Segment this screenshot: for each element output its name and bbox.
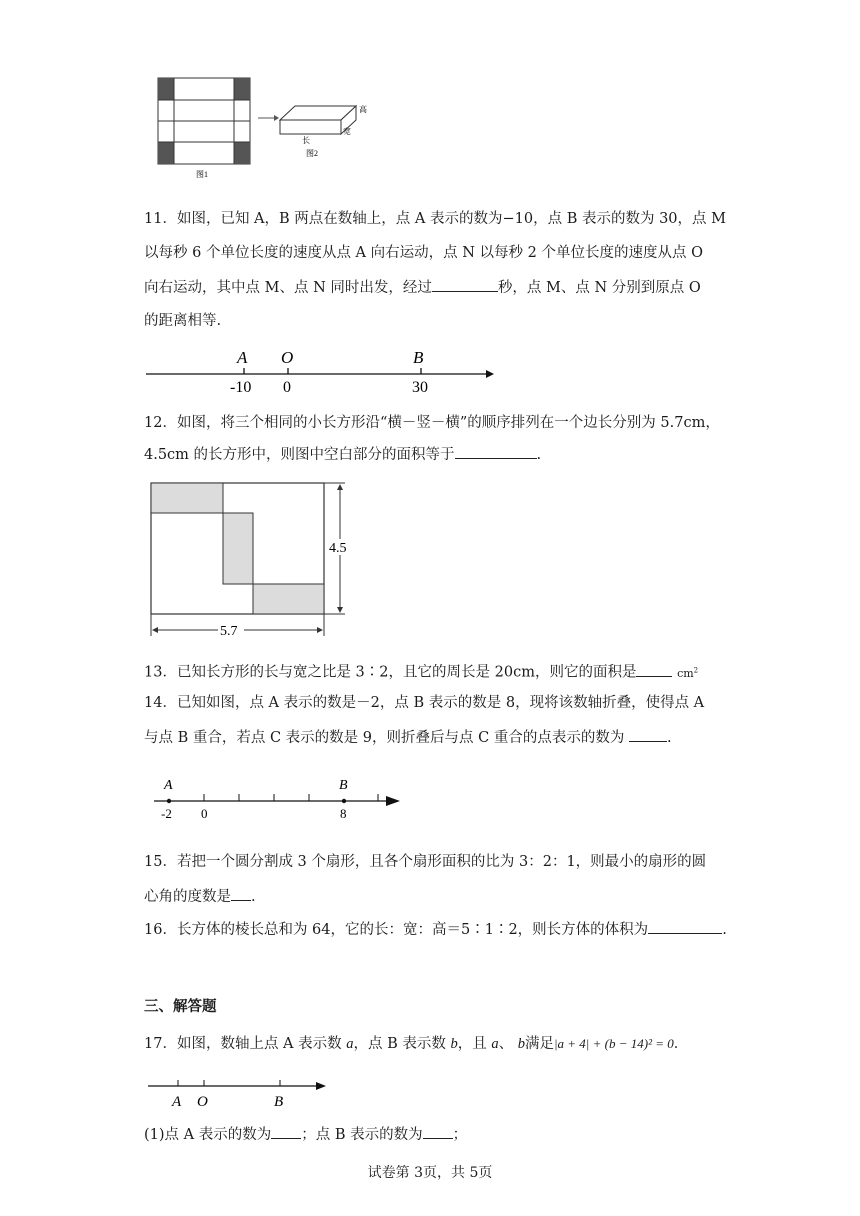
q16-text-end: . [722, 922, 727, 938]
q11-tick-b-value: 30 [412, 379, 428, 396]
q11-line3-b: 秒，点 M、点 N 分别到原点 O [497, 280, 701, 296]
q14-tick-o-value: 0 [201, 806, 208, 821]
q17-text-c: ，且 [457, 1036, 487, 1052]
q13-unit: $cm^2$ [677, 666, 699, 680]
q14-line1: 14．已知如图，点 A 表示的数是－2，点 B 表示的数是 8，现将该数轴折叠，使得点 A [144, 695, 705, 711]
q11-point-o-label: O [281, 348, 294, 367]
q12-line2-b: . [536, 447, 542, 463]
q17-equation: |a + 4| + (b − 14)² = 0 [553, 1036, 674, 1051]
q15-line2-b: . [251, 889, 256, 905]
fig1-caption: 图1 [196, 170, 208, 179]
q17-var-a: a [346, 1036, 354, 1052]
q17-line [144, 1034, 688, 1054]
q17-part1 [144, 1124, 467, 1145]
q17-point-a-label: A [172, 1094, 182, 1110]
q17-text-f: ． [673, 1036, 689, 1052]
q16-text: 16．长方体的棱长总和为 64，它的长：宽：高＝5∶1∶2，则长方体的体积为 [144, 922, 649, 938]
q15-answer-blank[interactable] [231, 886, 251, 901]
q14-answer-blank[interactable] [629, 727, 667, 742]
q11-number-line [140, 344, 500, 396]
q11-line1: 11．如图，已知 A，B 两点在数轴上，点 A 表示的数为−10，点 B 表示的数为 30，点 M [144, 211, 726, 227]
q13-unit-sup: 2 [693, 666, 699, 674]
box-net-figure [150, 70, 400, 182]
q11-line4: 的距离相等. [144, 313, 222, 329]
q17-var-b-1: b [450, 1036, 458, 1052]
q16-line [144, 919, 727, 940]
q12-line1: 12．如图，将三个相同的小长方形沿“横－竖－横”的顺序排列在一个边长分别为 5.7cm， [144, 415, 720, 431]
q11-line3 [144, 277, 701, 298]
fig-label-length: 长 [302, 136, 310, 145]
q17-var-b-2: b [517, 1036, 525, 1052]
q17-text-b: ，点 B 表示数 [353, 1036, 446, 1052]
q17-part1-blank-b[interactable] [423, 1124, 453, 1139]
q14-line2 [144, 727, 672, 748]
q17-number-line [144, 1076, 334, 1112]
q12-width-label: 5.7 [220, 624, 238, 639]
q11-tick-o-value: 0 [283, 379, 291, 396]
q13-line [144, 660, 698, 684]
q17-var-a-2: a [491, 1036, 499, 1052]
fig2-caption: 图2 [306, 149, 318, 158]
q14-point-b-label: B [339, 778, 348, 793]
q14-number-line [150, 770, 410, 822]
q11-point-a-label: A [237, 348, 248, 367]
fig-label-width: 宽 [343, 127, 351, 136]
q11-answer-blank[interactable] [432, 277, 498, 292]
q11-line2: 以每秒 6 个单位长度的速度从点 A 向右运动，点 N 以每秒 2 个单位长度的速度从点 O [144, 245, 703, 261]
q15-line2-a: 心角的度数是 [144, 889, 231, 905]
q17-part1-a: (1)点 A 表示的数为 [144, 1127, 272, 1143]
section-three-heading: 三、解答题 [144, 998, 217, 1015]
q11-tick-a-value: -10 [230, 379, 252, 396]
q13-text: 13．已知长方形的长与宽之比是 3∶2，且它的周长是 20cm，则它的面积是 [144, 664, 637, 681]
q17-text-a: 17．如图，数轴上点 A 表示数 [144, 1036, 342, 1052]
q14-line2-b: . [666, 730, 672, 746]
q14-tick-b-value: 8 [340, 806, 347, 821]
q14-point-a-label: A [164, 778, 173, 793]
q17-part1-b: ；点 B 表示的数为 [301, 1127, 423, 1143]
q12-line2 [144, 444, 541, 465]
q15-line2 [144, 886, 256, 907]
q12-line2-a: 4.5cm 的长方形中，则图中空白部分的面积等于 [144, 447, 455, 463]
q11-point-b-label: B [413, 348, 424, 367]
q17-point-o-label: O [197, 1094, 208, 1110]
q16-answer-blank[interactable] [648, 919, 722, 934]
q12-height-label: 4.5 [329, 541, 347, 556]
fig-label-height: 高 [359, 105, 367, 114]
q12-rectangle-figure [144, 476, 364, 644]
q15-line1: 15．若把一个圆分割成 3 个扇形，且各个扇形面积的比为 3：2：1，则最小的扇形的圆 [144, 854, 707, 870]
q17-part1-c: ； [452, 1127, 468, 1143]
q12-answer-blank[interactable] [455, 444, 537, 459]
q17-point-b-label: B [274, 1094, 284, 1110]
q14-line2-a: 与点 B 重合，若点 C 表示的数是 9，则折叠后与点 C 重合的点表示的数为 [144, 730, 625, 746]
page-footer: 试卷第 3页，共 5页 [367, 1165, 493, 1181]
q11-line3-a: 向右运动，其中点 M、点 N 同时出发，经过 [144, 280, 432, 296]
q17-text-e: 满足 [524, 1036, 554, 1052]
q17-part1-blank-a[interactable] [271, 1124, 301, 1139]
q14-tick-a-value: -2 [161, 806, 172, 821]
q17-text-d: 、 [498, 1036, 514, 1052]
q13-answer-blank[interactable] [636, 662, 672, 677]
